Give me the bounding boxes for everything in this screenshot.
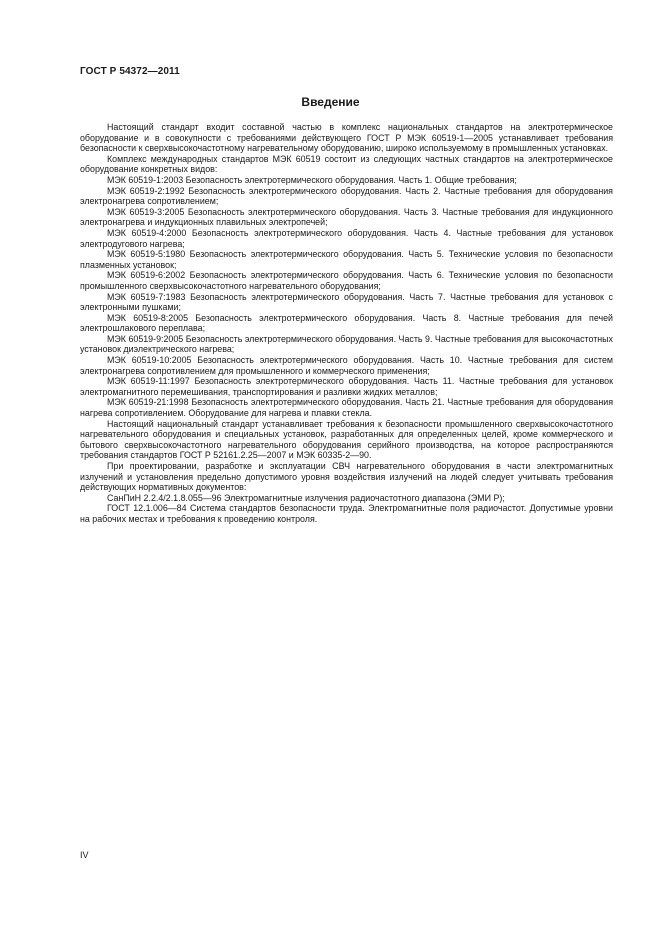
document-code: ГОСТ Р 54372—2011 [80,66,180,77]
paragraph: МЭК 60519-7:1983 Безопасность электротермического оборудования. Часть 7. Частные требования для установок с электронными пушками; [80,291,613,313]
paragraph: Настоящий стандарт входит составной частью в комплекс национальных стандартов на электротермическое оборудование и в совокупности с требованиями действующего ГОСТ Р МЭК 60519-1—2005 устанавливает требования безопасности к сверхвысокочастотному нагревательному оборудованию, широко используемому в промышленных установках. [80,122,613,154]
page-number: IV [80,850,89,860]
paragraph: При проектировании, разработке и эксплуатации СВЧ нагревательного оборудования в части электромагнитных излучений и установления предельно допустимого уровня воздействия излучений на людей следует учитывать требования действующих нормативных документов: [80,461,613,493]
paragraph: СанПиН 2.2.4/2.1.8.055—96 Электромагнитные излучения радиочастотного диапазона (ЭМИ Р); [107,492,505,503]
body-text [80,122,613,525]
paragraph: МЭК 60519-5:1980 Безопасность электротермического оборудования. Часть 5. Технические условия по безопасности плазменных установок; [80,249,613,270]
paragraph: МЭК 60519-3:2005 Безопасность электротермического оборудования. Часть 3. Частные требования для индукционного электронагрева и индукционных плавильных электропечей; [80,206,613,228]
paragraph: МЭК 60519-2:1992 Безопасность электротермического оборудования. Часть 2. Частные требования для оборудования электронагрева сопротивлением; [80,185,613,207]
paragraph: Настоящий национальный стандарт устанавливает требования к безопасности промышленного сверхвысокочастотного нагревательного оборудования и специальных установок, разработанных для определенных целей, кроме коммерческого и бытового сверхвысокочастотного нагревательного оборудования серийного производства, на которое распространяются требования стандартов ГОСТ Р 52161.2.25—2007 и МЭК 60335-2—90. [80,418,613,461]
paragraph: МЭК 60519-21:1998 Безопасность электротермического оборудования. Часть 21. Частные требования для оборудования нагрева сопротивлением. Оборудование для нагрева и плавки стекла. [80,397,613,419]
paragraph: МЭК 60519-4:2000 Безопасность электротермического оборудования. Часть 4. Частные требования для установок электродугового нагрева; [80,227,613,249]
paragraph: МЭК 60519-1:2003 Безопасность электротермического оборудования. Часть 1. Общие требования; [107,174,517,185]
paragraph: МЭК 60519-10:2005 Безопасность электротермического оборудования. Часть 10. Частные требования для систем электронагрева сопротивлением для промышленного и коммерческого применения; [80,355,613,376]
paragraph: МЭК 60519-6:2002 Безопасность электротермического оборудования. Часть 6. Технические условия по безопасности промышленного сверхвысокочастотного нагревательного оборудования; [80,270,613,291]
paragraph: ГОСТ 12.1.006—84 Система стандартов безопасности труда. Электромагнитные поля радиочастот. Допустимые уровни на рабочих местах и требования к проведению контроля. [80,503,613,524]
paragraph: МЭК 60519-11:1997 Безопасность электротермического оборудования. Часть 11. Частные требования для установок электромагнитного перемешивания, транспортирования и разливки жидких металлов; [80,376,613,397]
paragraph: МЭК 60519-9:2005 Безопасность электротермического оборудования. Часть 9. Частные требования для высокочастотных установок диэлектрического нагрева; [80,333,613,355]
paragraph: Комплекс международных стандартов МЭК 60519 состоит из следующих частных стандартов на электротермическое оборудование конкретных видов: [80,153,613,175]
section-title: Введение [301,95,360,109]
paragraph: МЭК 60519-8:2005 Безопасность электротермического оборудования. Часть 8. Частные требования для печей электрошлакового переплава; [80,312,613,334]
